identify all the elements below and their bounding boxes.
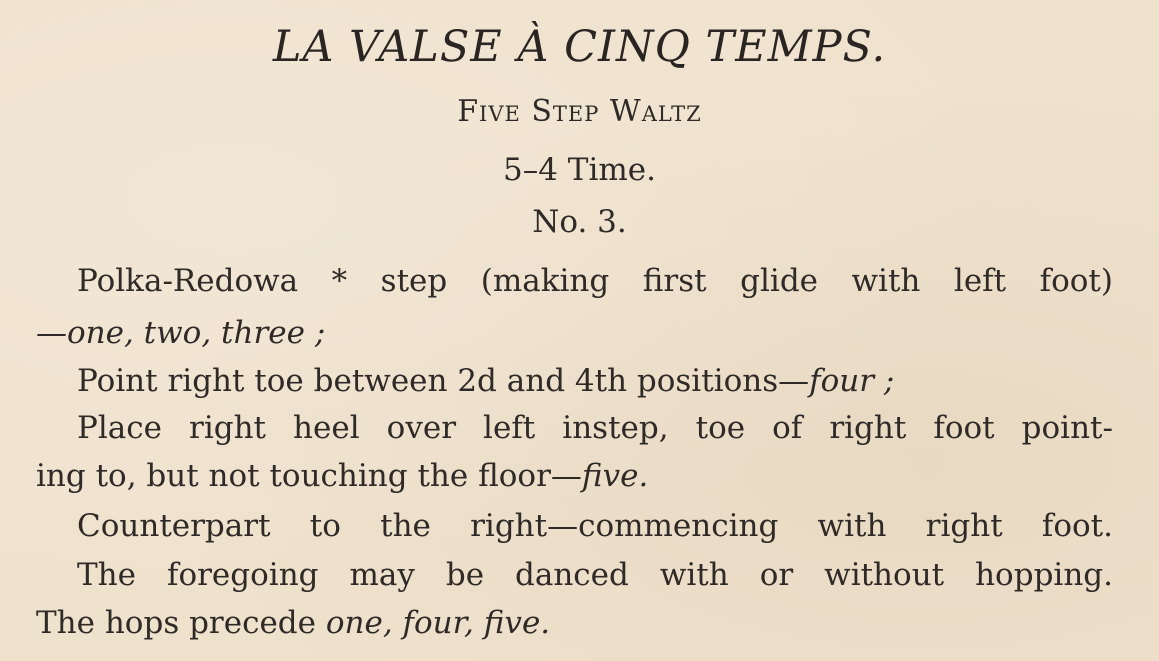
page-title: LA VALSE À CINQ TEMPS. xyxy=(272,22,887,72)
paragraph-6-text: The hops precede xyxy=(36,605,326,641)
paragraph-2 xyxy=(77,363,1113,399)
paragraph-1-italic: —one, two, three ; xyxy=(36,315,326,351)
time-signature: 5–4 Time. xyxy=(503,152,656,188)
paragraph-3-line-2 xyxy=(36,458,1113,494)
paragraph-6 xyxy=(36,605,1113,641)
paragraph-6-italic: one, four, five. xyxy=(325,605,551,641)
paragraph-4: Counterpart to the right—commencing with right foot. xyxy=(77,508,1113,544)
paragraph-1-line-1: Polka-Redowa * step (making first glide with left foot) xyxy=(77,263,1113,299)
paragraph-3-line-1: Place right heel over left instep, toe of right foot point- xyxy=(77,410,1113,446)
section-number: No. 3. xyxy=(532,204,627,240)
paragraph-3-italic: five. xyxy=(581,458,649,494)
paragraph-5: The foregoing may be danced with or without hopping. xyxy=(77,557,1113,593)
page-subtitle: Five Step Waltz xyxy=(457,94,702,129)
paragraph-2-italic: four ; xyxy=(809,363,895,399)
paragraph-1-line-2 xyxy=(36,315,1113,351)
paragraph-3-text: ing to, but not touching the floor— xyxy=(36,458,582,494)
paragraph-2-text: Point right toe between 2d and 4th positions— xyxy=(77,363,810,399)
